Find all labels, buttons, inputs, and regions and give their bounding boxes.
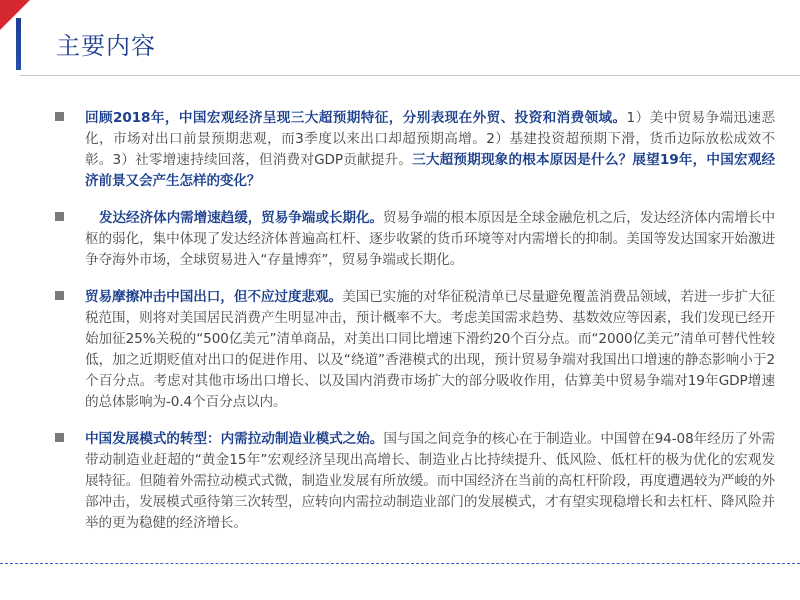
- paragraph-text: 1）美中贸易争端迅速恶化，市场对出口前景预期悲观，而3季度以来出口却超预期高增。2）基建投资超预期下滑，货币边际放松成效不彰。3）社零增速持续回落，但消费对GDP贡献提升。: [85, 110, 775, 168]
- page-title: 主要内容: [56, 32, 156, 60]
- square-bullet-icon: [55, 212, 64, 221]
- title-divider: [20, 75, 800, 76]
- corner-accent: [0, 0, 30, 30]
- paragraph-heading: 贸易摩擦冲击中国出口，但不应过度悲观。: [85, 289, 343, 305]
- list-item: [55, 108, 775, 192]
- paragraph: [85, 108, 775, 192]
- paragraph-heading: 中国发展模式的转型：内需拉动制造业模式之始。: [85, 431, 384, 447]
- paragraph-text: 国与国之间竞争的核心在于制造业。中国曾在94-08年经历了外需带动制造业赶超的“黄金15年”宏观经济呈现出高增长、制造业占比持续提升、低风险、低杠杆的极为优化的宏观发展特征。但随着外需拉动模式式微，制造业发展有所放缓。而中国经济在当前的高杠杆阶段，再度遭遇较为严峻的外部冲击，发展模式亟待第三次转型，应转向内需拉动制造业部门的发展模式，才有望实现稳增长和去杠杆、降风险并举的更为稳健的经济增长。: [85, 431, 775, 531]
- paragraph: [85, 208, 775, 271]
- paragraph: [85, 287, 775, 413]
- list-item: [55, 429, 775, 534]
- list-item: [55, 208, 775, 271]
- paragraph-text: 美国已实施的对华征税清单已尽量避免覆盖消费品领域，若进一步扩大征税范围，则将对美国居民消费产生明显冲击，预计概率不大。考虑美国需求趋势、基数效应等因素，我们发现已经开始加征25%关税的“500亿美元”清单商品，对美出口同比增速下滑约20个百分点。而“2000亿美元”清单可替代性较低，加之近期贬值对出口的促进作用、以及“绕道”香港模式的出现，预计贸易争端对我国出口增速的静态影响小于2个百分点。考虑对其他市场出口增长、以及国内消费市场扩大的部分吸收作用，估算美中贸易争端对19年GDP增速的总体影响为-0.4个百分点以内。: [85, 289, 775, 410]
- footer-divider: [0, 563, 800, 564]
- paragraph: [85, 429, 775, 534]
- paragraph-heading: 回顾2018年，中国宏观经济呈现三大超预期特征，分别表现在外贸、投资和消费领域。: [85, 110, 627, 126]
- paragraph-question: 三大超预期现象的根本原因是什么？展望19年，中国宏观经济前景又会产生怎样的变化？: [85, 152, 775, 189]
- square-bullet-icon: [55, 291, 64, 300]
- title-accent-bar: [16, 18, 21, 70]
- list-item: [55, 287, 775, 413]
- paragraph-heading: 发达经济体内需增速趋缓，贸易争端或长期化。: [99, 210, 383, 226]
- content-list: [55, 108, 775, 550]
- square-bullet-icon: [55, 433, 64, 442]
- square-bullet-icon: [55, 112, 64, 121]
- paragraph-text: 贸易争端的根本原因是全球金融危机之后，发达经济体内需增长中枢的弱化，集中体现了发达经济体普遍高杠杆、逐步收紧的货币环境等对内需增长的抑制。美国等发达国家开始激进争夺海外市场，全球贸易进入“存量博弈”，贸易争端或长期化。: [85, 210, 775, 268]
